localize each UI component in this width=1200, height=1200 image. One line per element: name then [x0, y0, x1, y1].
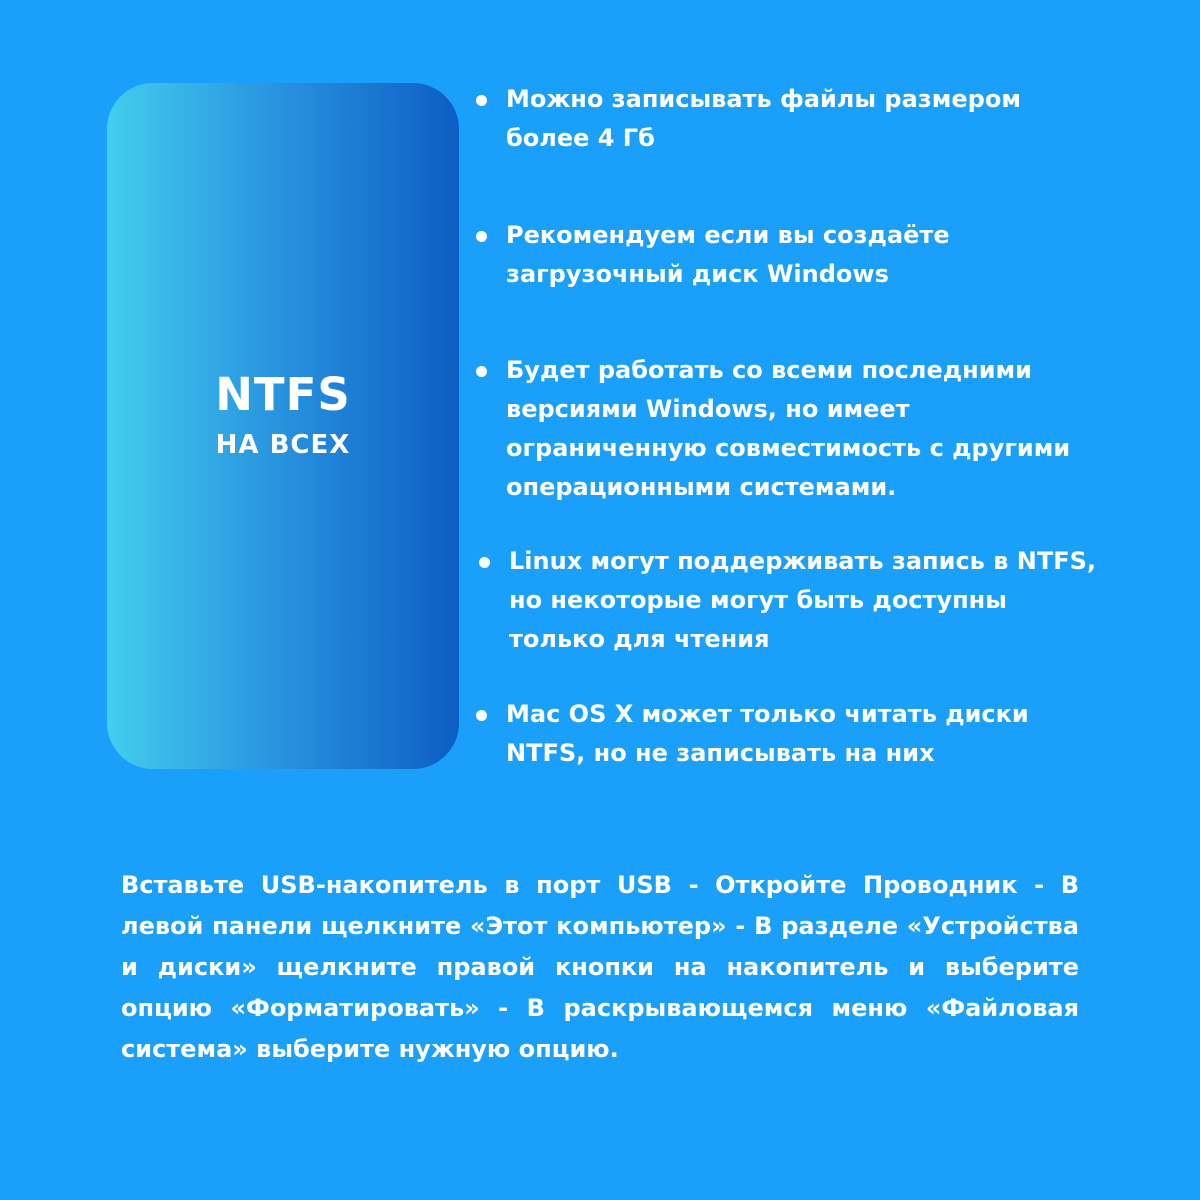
- bullet-dot-icon: [476, 366, 487, 377]
- bullet-text: Будет работать со всеми последними версиями Windows, но имеет ограниченную совместимость с другими операционными системами.: [506, 356, 1071, 501]
- card-title: NTFS: [215, 368, 351, 421]
- format-instructions: Вставьте USB-накопитель в порт USB - Откройте Проводник - В левой панели щелкните «Этот компьютер» - В разделе «Устройства и диски» щелкните правой кнопки на накопитель и выберите опцию «Форматировать» - В раскрывающемся меню «Файловая система» выберите нужную опцию.: [121, 871, 1079, 1063]
- bullet-text: Mac OS X может только читать диски NTFS, но не записывать на них: [506, 700, 1029, 767]
- bullet-dot-icon: [476, 231, 487, 242]
- card-subtitle: НА ВСЕХ: [215, 430, 351, 460]
- bullet-text: Linux могут поддерживать запись в NTFS, но некоторые могут быть доступны только для чтения: [509, 547, 1096, 653]
- ntfs-card: [107, 83, 459, 769]
- bullet-dot-icon: [479, 557, 490, 568]
- bullet-dot-icon: [476, 95, 487, 106]
- bullet-dot-icon: [476, 710, 487, 721]
- bullet-text: Рекомендуем если вы создаёте загрузочный диск Windows: [506, 221, 950, 288]
- bullet-text: Можно записывать файлы размером более 4 Гб: [506, 85, 1021, 152]
